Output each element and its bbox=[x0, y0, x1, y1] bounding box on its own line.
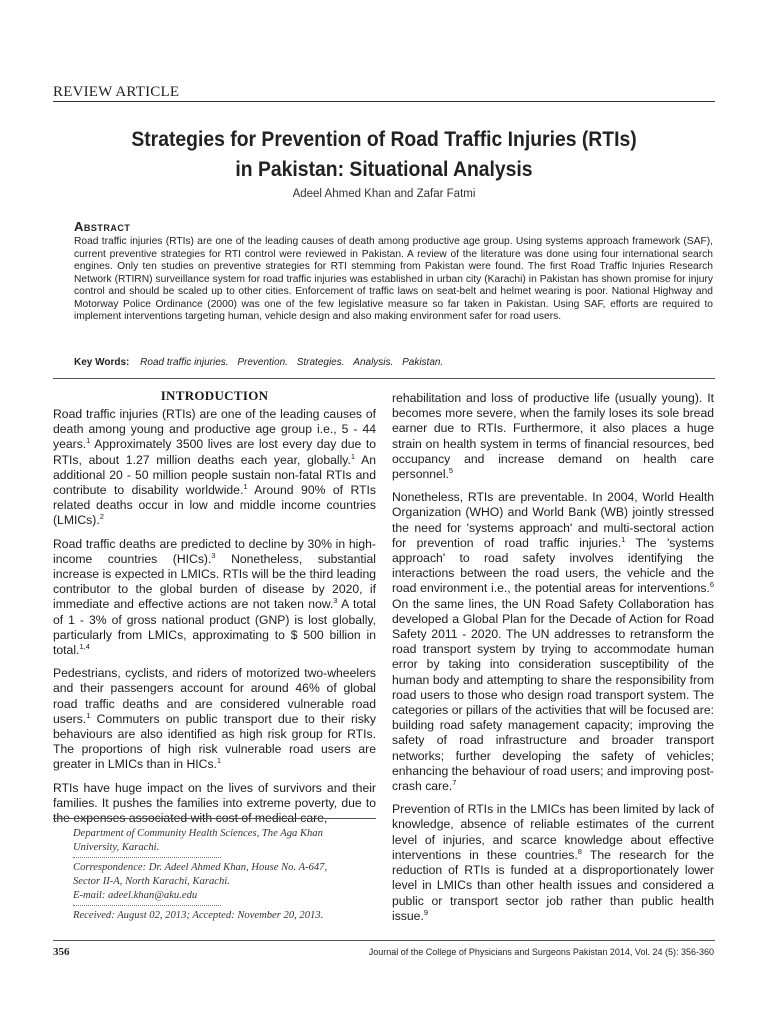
citation-ref: 1 bbox=[86, 710, 91, 720]
text-run: Around 90% of RTIs related deaths occur in low and middle income countries (LMICs). bbox=[53, 483, 376, 528]
text-run: rehabilitation and loss of productive life (usually young). It becomes more severe, when the family loses its sole bread earner due to RTIs. Furthermore, it also places a huge strain on health system in terms of financial resources, bed occupancy and increase demand on health care personnel. bbox=[392, 391, 714, 482]
dates-line: Received: August 02, 2013; Accepted: November 20, 2013. bbox=[73, 910, 324, 921]
correspondence-line-1: Correspondence: Dr. Adeel Ahmed Khan, House No. A-647, bbox=[73, 862, 328, 873]
article-title bbox=[86, 124, 682, 184]
dotted-divider bbox=[73, 905, 221, 906]
text-run: The 'systems approach' to road safety involves identifying the interactions between the road users, the vehicle and the road environment i.e., the potential areas for interventions. bbox=[392, 535, 714, 596]
department-line-1: Department of Community Health Sciences, The Aga Khan bbox=[73, 828, 323, 839]
email-line: E-mail: adeel.khan@aku.edu bbox=[73, 890, 198, 901]
keyword: Road traffic injuries. bbox=[140, 357, 229, 368]
citation-ref: 9 bbox=[423, 907, 429, 917]
header-rule bbox=[53, 101, 715, 102]
text-run: A total of 1 - 3% of gross national product (GNP) is lost globally, particularly from LMICs, approximating to $ 500 billion in total. bbox=[53, 597, 377, 658]
citation-ref: 1,4 bbox=[79, 641, 90, 651]
authors: Adeel Ahmed Khan and Zafar Fatmi bbox=[292, 188, 476, 200]
citation-ref: 1 bbox=[243, 481, 248, 491]
title-line-2: in Pakistan: Situational Analysis bbox=[235, 157, 533, 181]
text-run: Road traffic injuries (RTIs) are one of the leading causes of death among young and productive age group i.e., 5 - 44 years. bbox=[53, 407, 376, 452]
text-run: Road traffic deaths are predicted to decline by 30% in high-income countries (HICs). bbox=[53, 536, 376, 566]
journal-citation: Journal of the College of Physicians and Surgeons Pakistan 2014, Vol. 24 (5): 356-360 bbox=[368, 947, 714, 957]
body-paragraph bbox=[392, 391, 714, 482]
citation-ref: 3 bbox=[333, 596, 338, 606]
introduction-heading: INTRODUCTION bbox=[160, 388, 269, 403]
citation-ref: 8 bbox=[577, 846, 582, 856]
citation-ref: 1 bbox=[216, 756, 222, 766]
section-label: REVIEW ARTICLE bbox=[53, 84, 180, 100]
body-paragraph bbox=[392, 490, 714, 794]
text-run: Nonetheless, RTIs are preventable. In 2004, World Health Organization (WHO) and World Bank (WB) jointly stressed the need for 'systems approach' and multi-sectoral action for prevention of road traffic injuries. bbox=[392, 490, 714, 550]
correspondence-line-2: Sector II-A, North Karachi, Karachi. bbox=[73, 876, 230, 887]
text-run: On the same lines, the UN Road Safety Collaboration has developed a Global Plan for the Decade of Action for Road Safety 2011 - 2020. The UN addresses to retransform the road transport system by trying to accommodate human error by taking into consideration susceptibility of the human body and attempting to share the responsibility from road users to those who design road transport system. The categories or pillars of the activities that will be focused are: building road safety management capacity; improving the safety of road infrastructure and broader transport networks; further developing the safety of vehicles; enhancing the behaviour of road users; and improving post-crash care. bbox=[392, 596, 714, 794]
citation-ref: 5 bbox=[448, 465, 454, 475]
dotted-divider bbox=[73, 857, 221, 858]
abstract-body: Road traffic injuries (RTIs) are one of the leading causes of death among productive age group. Using systems approach framework (SAF), current preventive strategies for RTI control were reviewed in Pakistan. A review of the literature was done using four international search engines. Only ten studies on preventive strategies for RTI stemming from Pakistan were found. The first Road Traffic Injuries Research Network (RTIRN) surveillance system for road traffic injuries was established in urban city (Karachi) in Pakistan has shown promise for injury control and should be scaled up to other cities. Enforcement of traffic laws on seat-belt and helmet wearing is poor. National Highway and Motorway Police Ordinance (2000) was one of the few legislative measure so far taken in Pakistan. Using SAF, efforts are required to implement interventions targeting human, vehicle design and also making environment safer for road users. bbox=[74, 236, 713, 322]
text-run: Commuters on public transport due to their risky behaviours are also identified as high risk group for RTIs. The proportions of high risk vulnerable road users are greater in LMICs than in HICs. bbox=[53, 711, 376, 772]
text-run: RTIs have huge impact on the lives of survivors and their families. It pushes the families into extreme poverty, due to the expenses associated with cost of medical care, bbox=[53, 780, 376, 826]
body-paragraph bbox=[392, 802, 714, 924]
body-paragraph bbox=[53, 537, 376, 659]
citation-ref: 1 bbox=[621, 534, 626, 544]
keyword: Pakistan. bbox=[402, 357, 444, 368]
citation-ref: 1 bbox=[350, 451, 356, 461]
abstract-rule bbox=[53, 378, 715, 379]
keyword: Analysis. bbox=[353, 357, 394, 368]
citation-ref: 2 bbox=[99, 512, 104, 522]
text-run: An additional 20 - 50 million people sustain non-fatal RTIs and contribute to disability worldwide. bbox=[53, 452, 376, 498]
footer-rule bbox=[53, 940, 715, 941]
keywords-label: Key Words: bbox=[74, 357, 130, 368]
citation-ref: 3 bbox=[211, 550, 216, 560]
body-paragraph bbox=[53, 407, 376, 529]
text-run: The research for the reduction of RTIs is funded at a disproportionately lower level in LMICs than other health issues and considered a public or transport sector job rather than public health issue. bbox=[392, 847, 714, 923]
title-line-1: Strategies for Prevention of Road Traffic Injuries (RTIs) bbox=[131, 127, 637, 151]
right-column bbox=[392, 391, 714, 932]
abstract-heading: Abstract bbox=[74, 219, 131, 234]
department-line-2: University, Karachi. bbox=[73, 842, 160, 853]
keyword: Prevention. bbox=[237, 357, 288, 368]
page-number: 356 bbox=[53, 946, 70, 958]
left-column bbox=[53, 407, 376, 834]
citation-ref: 7 bbox=[452, 778, 457, 788]
citation-ref: 6 bbox=[709, 580, 714, 590]
keywords bbox=[74, 357, 449, 368]
text-run: Approximately 3500 lives are lost every day due to RTIs, about 1.27 million deaths each year, globally. bbox=[53, 437, 376, 467]
text-run: Nonetheless, substantial increase is expected in LMICs. RTIs will be the third leading contributor to the global burden of disease by 2020, if immediate and effective actions are not taken now. bbox=[53, 551, 376, 612]
text-run: Prevention of RTIs in the LMICs has been limited by lack of knowledge, absence of reliable estimates of the current level of injuries, and scarce knowledge about effective interventions in these countries. bbox=[392, 802, 714, 862]
body-paragraph bbox=[53, 666, 376, 772]
affiliation-box bbox=[53, 818, 376, 923]
text-run: Pedestrians, cyclists, and riders of motorized two-wheelers and their passengers account for around 46% of global road traffic deaths and are considered vulnerable road users. bbox=[53, 666, 376, 726]
keyword: Strategies. bbox=[296, 357, 345, 368]
citation-ref: 1 bbox=[86, 436, 91, 446]
